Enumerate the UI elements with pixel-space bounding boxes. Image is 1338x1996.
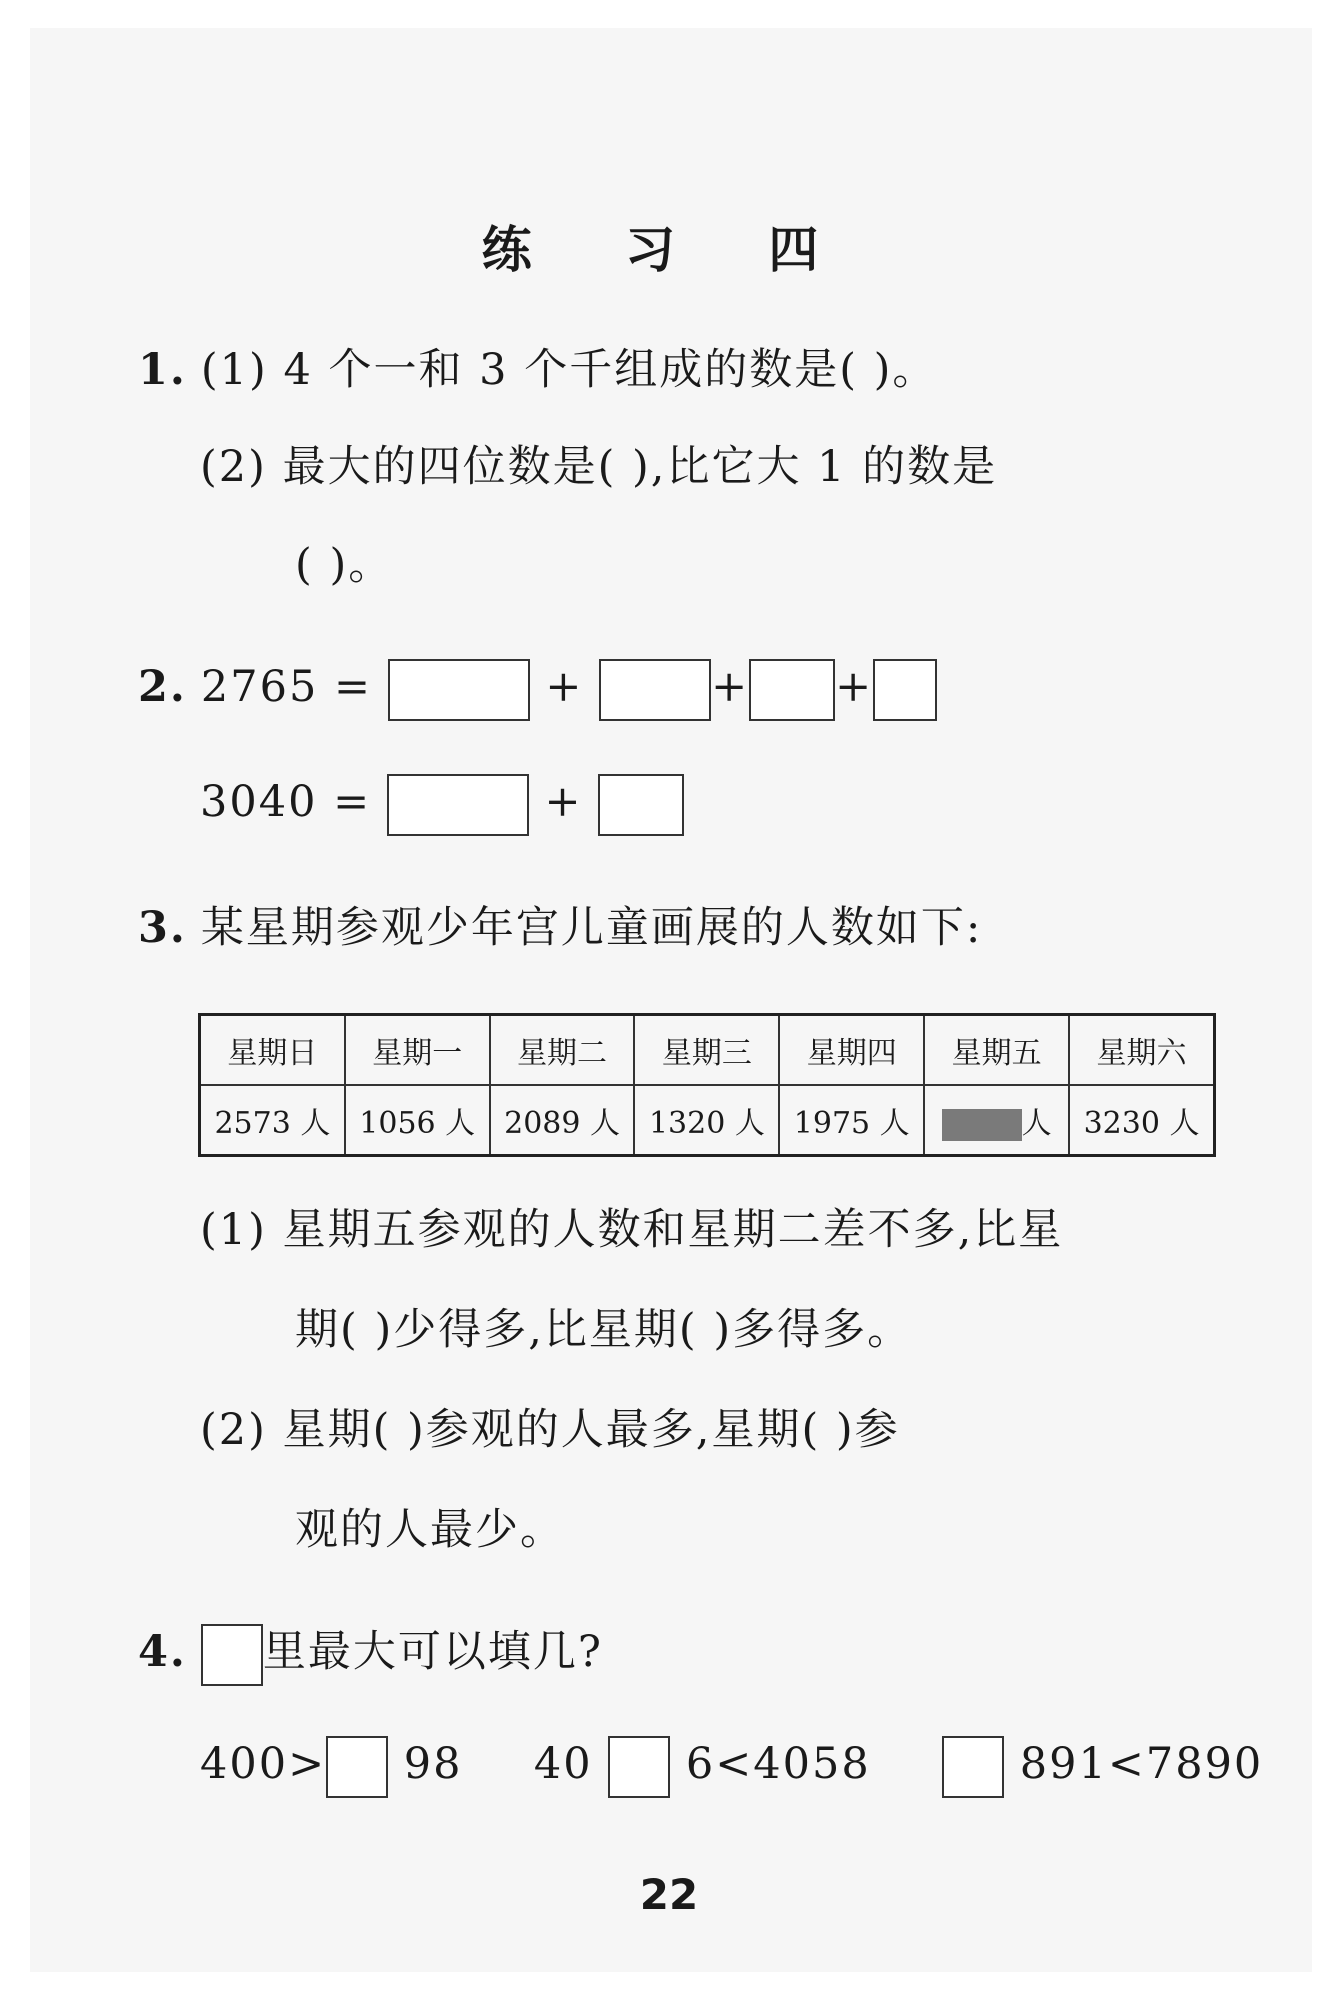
question-2-number: 2.: [138, 662, 187, 712]
question-3-part-2-line-1: (2) 星期( )参观的人最多,星期( )参: [200, 1405, 900, 1455]
table-cell: 3230 人: [1069, 1085, 1214, 1156]
table-cell: 1975 人: [779, 1085, 924, 1156]
question-1-part-1: [138, 340, 937, 400]
question-3-part-1-line-1: (1) 星期五参观的人数和星期二差不多,比星: [200, 1205, 1064, 1255]
page-title: 练 习 四: [481, 221, 857, 279]
plus-sign: +: [544, 777, 583, 827]
answer-box[interactable]: [387, 774, 529, 836]
question-3-number: 3.: [138, 903, 187, 953]
table-row: [200, 1085, 1215, 1156]
expression-3-right: 891<7890: [1019, 1739, 1264, 1789]
table-cell: 1056 人: [345, 1085, 490, 1156]
table-cell: 1320 人: [634, 1085, 779, 1156]
question-4-stem-text: 里最大可以填几?: [262, 1627, 603, 1677]
table-header-cell: 星期三: [634, 1015, 779, 1086]
question-3-stem-text: 某星期参观少年宫儿童画展的人数如下:: [200, 903, 983, 953]
plus-sign: +: [835, 662, 874, 712]
equation-2-left: 3040 =: [200, 777, 372, 827]
question-1-part-2-line-2: ( )。: [295, 540, 394, 590]
page-number: 22: [639, 1870, 699, 1919]
question-1-part-1-text: (1) 4 个一和 3 个千组成的数是( )。: [200, 345, 938, 395]
table-cell: 2573 人: [200, 1085, 345, 1156]
question-3-stem: [138, 898, 982, 958]
question-2-line-1: [138, 657, 937, 717]
table-cell-friday: [924, 1085, 1069, 1156]
hidden-value-shade: [942, 1109, 1022, 1141]
answer-box[interactable]: [608, 1736, 670, 1798]
expression-2-right: 6<4058: [685, 1739, 871, 1789]
table-header-cell: 星期五: [924, 1015, 1069, 1086]
equation-1-left: 2765 =: [200, 662, 373, 712]
expression-1-left: 400>: [200, 1739, 327, 1789]
answer-box[interactable]: [599, 659, 711, 721]
table-header-cell: 星期二: [490, 1015, 635, 1086]
plus-sign: +: [711, 662, 750, 712]
question-4-number: 4.: [138, 1627, 187, 1677]
question-4-expressions: [200, 1734, 1263, 1794]
answer-box[interactable]: [873, 659, 937, 721]
table-cell: 2089 人: [490, 1085, 635, 1156]
answer-box[interactable]: [942, 1736, 1004, 1798]
table-cell-unit: 人: [1021, 1106, 1052, 1141]
answer-box[interactable]: [749, 659, 835, 721]
question-1-part-2-line-1: (2) 最大的四位数是( ),比它大 1 的数是: [200, 442, 998, 492]
question-4-stem: [138, 1622, 603, 1682]
answer-box[interactable]: [326, 1736, 388, 1798]
answer-box[interactable]: [598, 774, 684, 836]
table-header-cell: 星期一: [345, 1015, 490, 1086]
visitor-table: [198, 1013, 1216, 1157]
table-header-row: [200, 1015, 1215, 1086]
table-header-cell: 星期四: [779, 1015, 924, 1086]
expression-2-left: 40: [533, 1739, 593, 1789]
answer-box[interactable]: [388, 659, 530, 721]
table-header-cell: 星期六: [1069, 1015, 1214, 1086]
expression-1-right: 98: [403, 1739, 463, 1789]
plus-sign: +: [545, 662, 584, 712]
answer-box-example: [201, 1624, 263, 1686]
question-1-number: 1.: [138, 345, 187, 395]
question-3-part-1-line-2: 期( )少得多,比星期( )多得多。: [295, 1305, 913, 1355]
question-3-part-2-line-2: 观的人最少。: [295, 1505, 565, 1555]
table-header-cell: 星期日: [200, 1015, 345, 1086]
question-2-line-2: [200, 772, 684, 832]
